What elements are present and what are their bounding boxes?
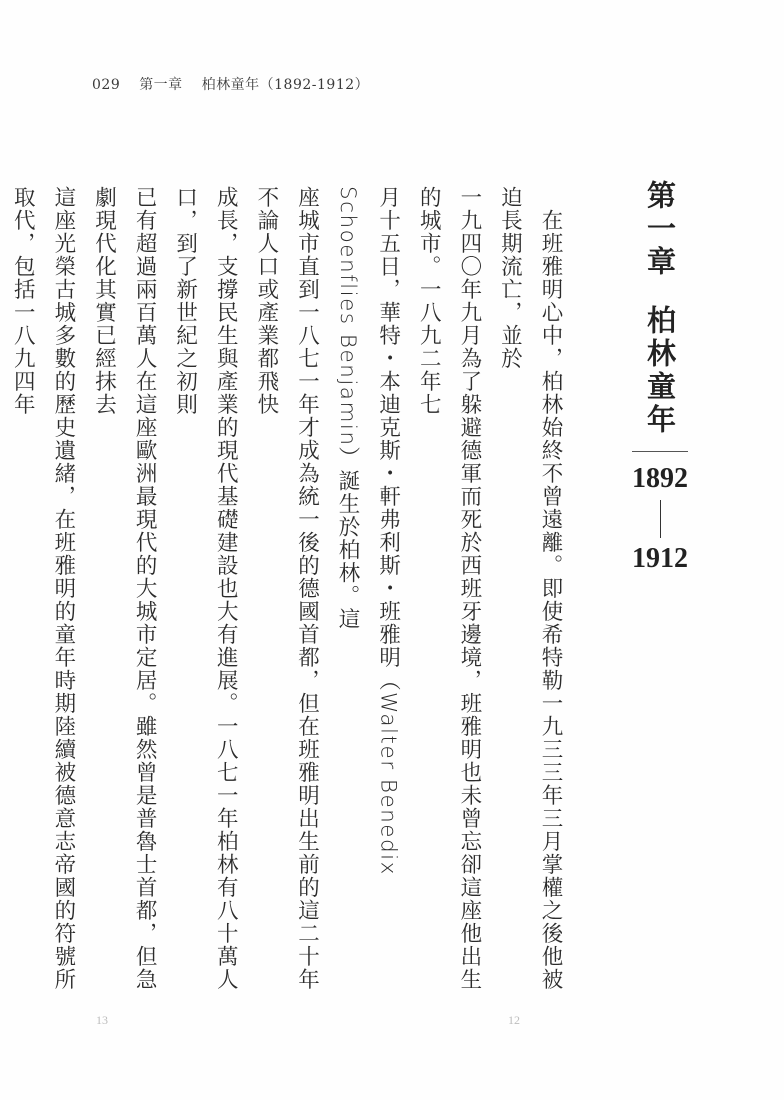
header-title: 柏林童年（1892-1912） xyxy=(201,77,370,93)
text-column: 成長，支撐民生與產業的現代基礎建設也大有進展。一八七一年柏林有八十萬人口，到了新世紀之初則 xyxy=(172,186,239,991)
chapter-heading xyxy=(620,180,700,576)
text-column: 座城市直到一八七一年才成為統一後的德國首都，但在班雅明出生前的這二十年不論人口或產業都飛快 xyxy=(253,186,320,991)
text-column: 月十五日，華特・本迪克斯・軒弗利斯・班雅明（Walter Benedix Schoenflies Benjamin）誕生於柏林。這 xyxy=(335,186,401,876)
body-text xyxy=(0,186,570,998)
header-page-number: 029 xyxy=(92,77,121,93)
text-column: 在班雅明心中，柏林始終不曾遠離。即使希特勒一九三三年三月掌權之後他被迫長期流亡，並於 xyxy=(497,186,563,991)
left-page-number: 13 xyxy=(96,1013,108,1027)
text-column: 已有超過兩百萬人在這座歐洲最現代的大城市定居。雖然曾是普魯士首都，但急劇現代化其實已經抹去 xyxy=(91,186,158,991)
year-end: 1912 xyxy=(632,543,688,574)
chapter-label: 第一章 xyxy=(643,180,677,279)
heading-divider xyxy=(632,451,688,452)
running-header xyxy=(92,74,383,94)
text-column: 這座光榮古城多數的歷史遺緒，在班雅明的童年時期陸續被德意志帝國的符號所取代，包括一八九四年 xyxy=(10,186,76,991)
right-page-number: 12 xyxy=(508,1013,520,1027)
year-dash xyxy=(660,500,661,538)
chapter-title: 柏林童年 xyxy=(643,305,677,437)
year-start: 1892 xyxy=(632,463,688,494)
text-column: 一九四〇年九月為了躲避德軍而死於西班牙邊境，班雅明也未曾忘卻這座他出生的城市。一八九二年七 xyxy=(416,186,482,991)
header-chapter: 第一章 xyxy=(139,77,183,93)
text-column xyxy=(0,186,2,998)
